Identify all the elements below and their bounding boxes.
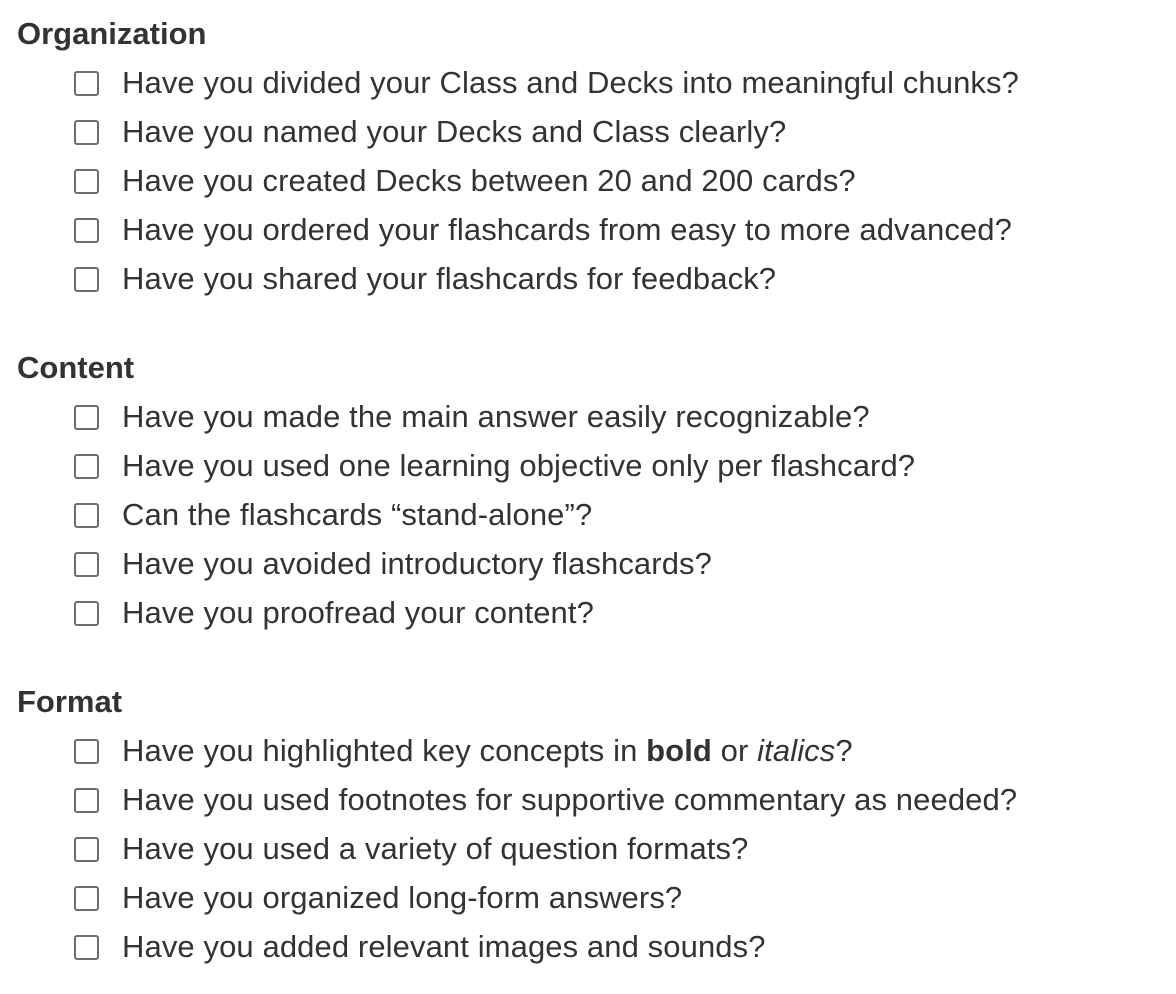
checklist-item-label: Can the flashcards “stand-alone”? bbox=[122, 497, 593, 532]
checklist-item-label: Have you made the main answer easily recognizable? bbox=[122, 399, 870, 434]
section-title: Organization bbox=[17, 16, 207, 51]
checklist-item-label: Have you shared your flashcards for feedback? bbox=[122, 261, 777, 296]
checklist-item bbox=[74, 731, 853, 771]
italic-word: italics bbox=[757, 733, 836, 768]
checkbox[interactable] bbox=[74, 267, 99, 292]
checklist-item-label: Have you proofread your content? bbox=[122, 595, 594, 630]
checklist-item bbox=[74, 446, 915, 486]
checkbox[interactable] bbox=[74, 503, 99, 528]
checklist-item bbox=[74, 495, 592, 535]
checklist-item bbox=[74, 829, 748, 869]
checklist-item-label: Have you used a variety of question formats? bbox=[122, 831, 749, 866]
checklist-item-label: Have you organized long-form answers? bbox=[122, 880, 683, 915]
checklist-item bbox=[74, 63, 1019, 103]
checklist-item bbox=[74, 593, 594, 633]
checklist-item-label: Have you added relevant images and sounds? bbox=[122, 929, 766, 964]
checkbox[interactable] bbox=[74, 454, 99, 479]
checklist-item bbox=[74, 878, 682, 918]
checkbox[interactable] bbox=[74, 169, 99, 194]
label-prefix: Have you highlighted key concepts in bbox=[122, 733, 647, 768]
label-suffix: ? bbox=[835, 733, 853, 768]
bold-word: bold bbox=[646, 733, 712, 768]
checklist-item bbox=[74, 259, 776, 299]
checklist-item bbox=[74, 544, 712, 584]
checklist-item-label: Have you avoided introductory flashcards? bbox=[122, 546, 712, 581]
label-middle: or bbox=[711, 733, 758, 768]
checkbox[interactable] bbox=[74, 886, 99, 911]
checkbox[interactable] bbox=[74, 71, 99, 96]
checklist-item-label: Have you ordered your flashcards from easy to more advanced? bbox=[122, 212, 1012, 247]
checkbox[interactable] bbox=[74, 935, 99, 960]
section-title: Content bbox=[17, 350, 135, 385]
checkbox[interactable] bbox=[74, 218, 99, 243]
checklist-item bbox=[74, 161, 856, 201]
checkbox[interactable] bbox=[74, 552, 99, 577]
checklist-item bbox=[74, 210, 1012, 250]
checklist-item bbox=[74, 780, 1017, 820]
checkbox[interactable] bbox=[74, 405, 99, 430]
section-title: Format bbox=[17, 684, 123, 719]
checkbox[interactable] bbox=[74, 601, 99, 626]
checkbox[interactable] bbox=[74, 120, 99, 145]
checkbox[interactable] bbox=[74, 739, 99, 764]
checklist-item-label: Have you named your Decks and Class clearly? bbox=[122, 114, 787, 149]
checklist-item bbox=[74, 927, 766, 967]
checklist-item-label bbox=[122, 731, 853, 771]
checklist-item-label: Have you divided your Class and Decks into meaningful chunks? bbox=[122, 65, 1019, 100]
checklist-item-label: Have you used footnotes for supportive commentary as needed? bbox=[122, 782, 1018, 817]
checkbox[interactable] bbox=[74, 837, 99, 862]
checklist-item-label: Have you created Decks between 20 and 200 cards? bbox=[122, 163, 856, 198]
checklist-item bbox=[74, 112, 786, 152]
checklist-item bbox=[74, 397, 870, 437]
checkbox[interactable] bbox=[74, 788, 99, 813]
checklist-item-label: Have you used one learning objective only per flashcard? bbox=[122, 448, 916, 483]
